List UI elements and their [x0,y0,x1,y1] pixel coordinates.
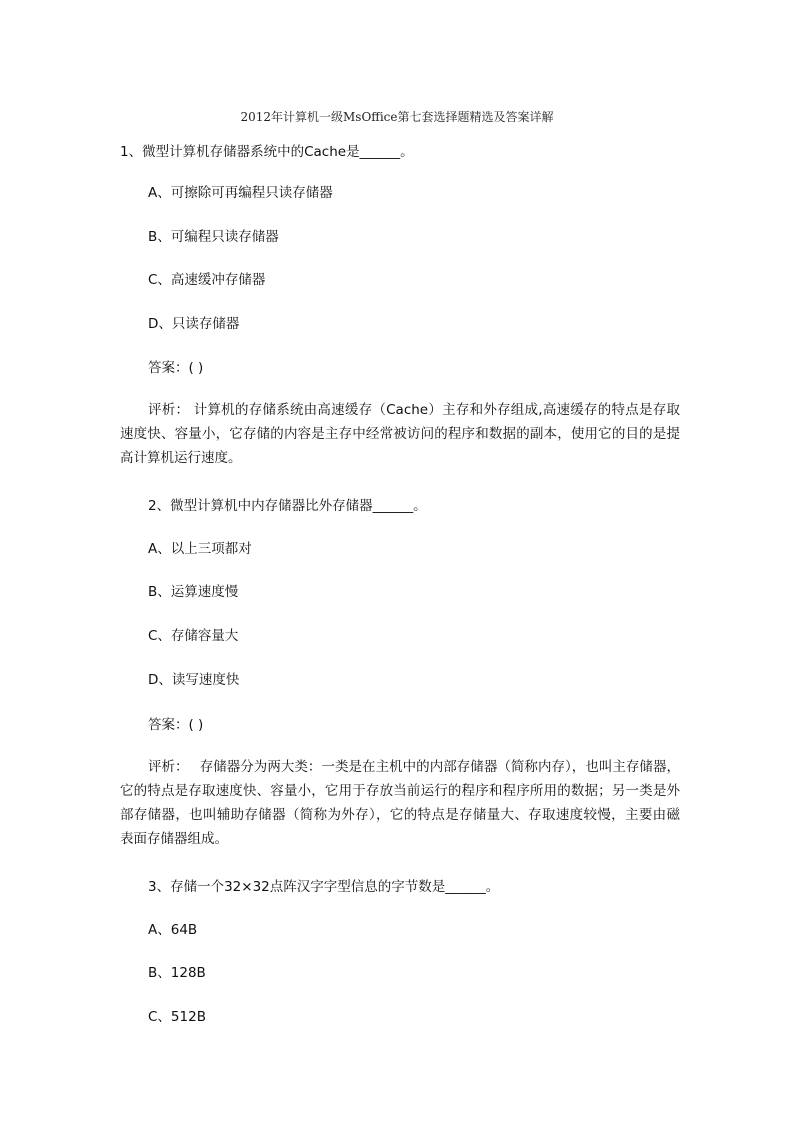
question-3-option-b: B、128B [148,965,206,981]
question-2-option-d: D、读写速度快 [148,672,240,688]
question-1-option-d: D、只读存储器 [148,316,240,332]
question-1-option-c: C、高速缓冲存储器 [148,272,266,288]
document-title: 2012年计算机一级MsOffice第七套选择题精选及答案详解 [240,110,554,124]
question-1: 1、微型计算机存储器系统中的Cache是______。 [120,144,414,160]
question-2-answer: 答案：( ) [148,717,204,733]
question-1-answer: 答案：( ) [148,360,204,376]
question-3-option-c: C、512B [148,1009,206,1025]
question-2-option-b: B、运算速度慢 [148,584,239,600]
question-1-analysis: 评析： 计算机的存储系统由高速缓存（Cache）主存和外存组成,高速缓存的特点是存取速度快、容量小，它存储的内容是主存中经常被访问的程序和数据的副本，使用它的目的是提高计算机运行速度。 [120,402,680,466]
question-2-analysis: 评析： 存储器分为两大类：一类是在主机中的内部存储器（简称内存），也叫主存储器，它的特点是存取速度快、容量小，它用于存放当前运行的程序和程序所用的数据；另一类是外部存储器，也叫辅助存储器（简称为外存），它的特点是存储量大、存取速度较慢，主要由磁表面存储器组成。 [120,759,680,847]
question-2-option-c: C、存储容量大 [148,628,239,644]
question-1-option-a: A、可擦除可再编程只读存储器 [148,185,333,201]
question-2-option-a: A、以上三项都对 [148,541,252,557]
question-3-option-a: A、64B [148,922,198,938]
question-3: 3、存储一个32×32点阵汉字字型信息的字节数是______。 [148,879,500,895]
question-1-option-b: B、可编程只读存储器 [148,229,279,245]
question-2: 2、微型计算机中内存储器比外存储器______。 [148,498,427,514]
